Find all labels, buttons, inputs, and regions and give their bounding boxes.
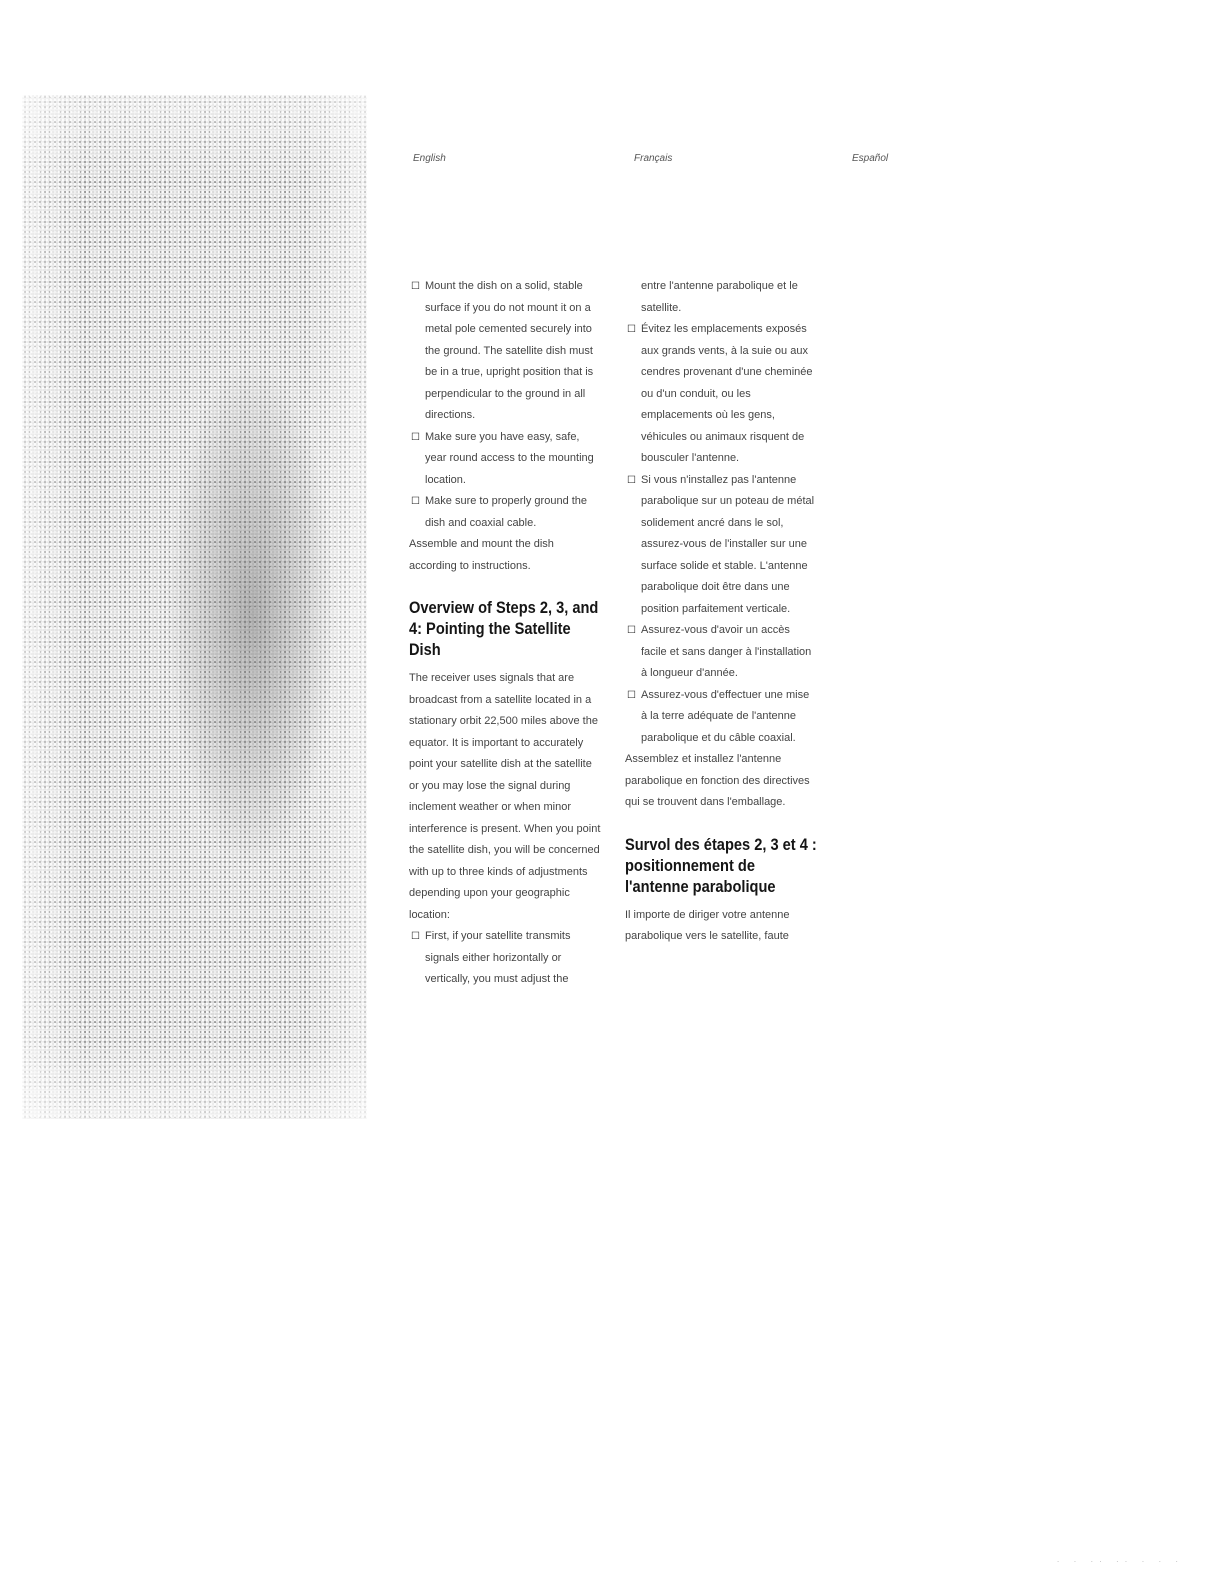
english-bullet-access bbox=[409, 427, 601, 492]
english-bullet-first-text: First, if your satellite transmits signals either horizontally or vertically, you must adjust the bbox=[425, 930, 571, 985]
checkbox-bullet-icon: ☐ bbox=[411, 431, 420, 443]
french-bullet-avoid-text: Évitez les emplacements exposés aux grands vents, à la suie ou aux cendres provenant d'une cheminée ou d'un conduit, ou les emplacements où les gens, véhicules ou animaux risquent de bousculer l'antenne. bbox=[641, 323, 813, 464]
french-section-heading: Survol des étapes 2, 3 et 4 : positionnement de l'antenne parabolique bbox=[625, 834, 817, 896]
english-assemble-text: Assemble and mount the dish according to instructions. bbox=[409, 538, 554, 572]
english-bullet-access-text: Make sure you have easy, safe, year round access to the mounting location. bbox=[425, 430, 594, 486]
english-section-heading: Overview of Steps 2, 3, and 4: Pointing the Satellite Dish bbox=[409, 598, 599, 659]
english-bullet-mount-text: Mount the dish on a solid, stable surface if you do not mount it on a metal pole cemented securely into the ground. The satellite dish must be in a true, upright position that is perpendicular to the ground in all directions. bbox=[425, 280, 594, 421]
english-bullet-mount bbox=[409, 276, 601, 427]
checkbox-bullet-icon: ☐ bbox=[627, 625, 636, 636]
french-continued-text: entre l'antenne parabolique et le satellite. bbox=[641, 280, 798, 314]
french-bullet-avoid bbox=[625, 319, 817, 470]
french-assemble-text: Assemblez et installez l'antenne parabolique en fonction des directives qui se trouvent dans l'emballage. bbox=[625, 753, 810, 808]
french-column bbox=[625, 276, 817, 948]
checkbox-bullet-icon: ☐ bbox=[627, 474, 636, 486]
french-bullet-ground bbox=[625, 685, 817, 750]
french-bullet-mount-text: Si vous n'installez pas l'antenne parabolique sur un poteau de métal solidement ancré dans le sol, assurez-vous de l'installer sur une surface solide et stable. L'antenne parabolique doit être dans une position parfaitement verticale. bbox=[641, 473, 815, 615]
scan-noise-marks: · · ·· ·· · · · bbox=[1056, 1557, 1184, 1566]
english-bullet-ground bbox=[409, 491, 601, 534]
english-column bbox=[409, 276, 601, 991]
french-body-text: Il importe de diriger votre antenne parabolique vers le satellite, faute bbox=[625, 908, 790, 942]
english-body-text: The receiver uses signals that are broadcast from a satellite located in a stationary orbit 22,500 miles above the equator. It is important to accurately point your satellite dish at the satellite or you may lose the signal during inclement weather or when minor interference is present. When you point the satellite dish, you will be concerned with up to three kinds of adjustments depending upon your geographic location: bbox=[409, 672, 601, 921]
english-bullet-ground-text: Make sure to properly ground the dish and coaxial cable. bbox=[425, 495, 588, 529]
language-label-english: English bbox=[413, 153, 446, 164]
language-label-spanish: Español bbox=[852, 153, 889, 164]
french-bullet-access bbox=[625, 620, 817, 685]
french-bullet-mount bbox=[625, 470, 817, 621]
checkbox-bullet-icon: ☐ bbox=[411, 496, 420, 507]
checkbox-bullet-icon: ☐ bbox=[627, 689, 636, 701]
english-bullet-first bbox=[409, 926, 601, 991]
checkbox-bullet-icon: ☐ bbox=[411, 281, 420, 292]
french-bullet-access-text: Assurez-vous d'avoir un accès facile et sans danger à l'installation à longueur d'année. bbox=[641, 624, 812, 679]
checkbox-bullet-icon: ☐ bbox=[411, 931, 420, 942]
language-label-french: Français bbox=[634, 153, 673, 164]
checkbox-bullet-icon: ☐ bbox=[627, 324, 636, 335]
french-bullet-ground-text: Assurez-vous d'effectuer une mise à la terre adéquate de l'antenne parabolique et du câble coaxial. bbox=[641, 688, 810, 744]
halftone-side-strip bbox=[22, 95, 367, 1119]
